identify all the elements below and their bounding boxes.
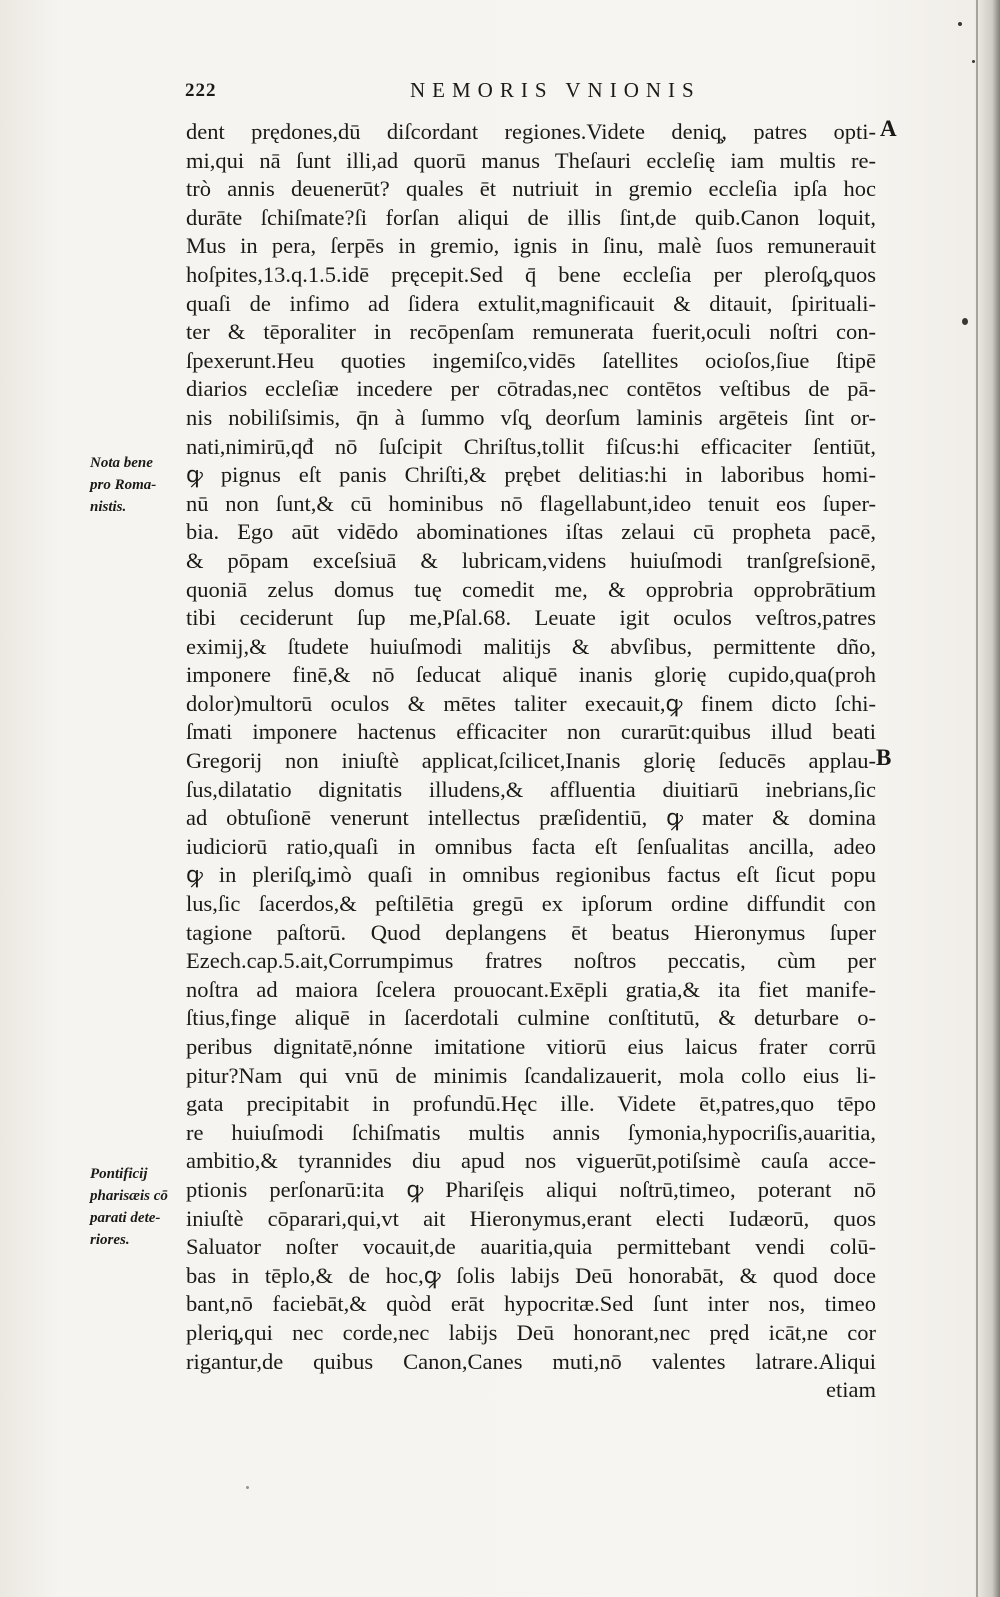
body-text — [186, 118, 876, 1405]
marginal-note — [90, 1163, 182, 1251]
text-line: pitur?Nam qui vnū de minimis ſcandalizauerit, mola collo eius li- — [186, 1062, 876, 1088]
section-marker-b: B — [876, 745, 892, 770]
marginal-note-line: nistis. — [90, 499, 127, 515]
page-header — [185, 80, 785, 106]
ink-speck — [958, 22, 962, 26]
text-line: iniuſtè cōparari,qui,vt ait Hieronymus,erant electi Iudæorū, quos — [186, 1205, 876, 1231]
text-line: pleriq̧,qui nec corde,nec labijs Deū honorant,nec pręd icāt,ne cor — [186, 1319, 876, 1345]
text-line: ſus,dilatatio dignitatis illudens,& affluentia diuitiarū inebrians,ſic — [186, 776, 876, 802]
text-line: nati,nimirū,qđ nō ſuſcipit Chriſtus,tollit fiſcus:hi efficaciter ſentiūt, — [186, 433, 876, 459]
ink-speck — [962, 318, 968, 325]
running-head: NEMORIS VNIONIS — [410, 78, 701, 102]
text-line: dolor)multorū oculos & mētes taliter execauit,ꝙ finem dicto ſchi- — [186, 690, 876, 716]
text-line: & pōpam exceſsiuā & lubricam,videns huiuſmodi tranſgreſsionē, — [186, 547, 876, 573]
text-line: dent prędones,dū diſcordant regiones.Videte deniq̧, patres opti- — [186, 119, 876, 144]
text-line: peribus dignitatē,nónne imitatione vitiorū eius laicus frater corrū — [186, 1034, 876, 1059]
text-line: hoſpites,13.q.1.5.idē pręcepit.Sed q̄ bene eccleſia per pleroſq̧,quos — [186, 261, 876, 287]
text-line: bas in tēplo,& de hoc,ꝙ ſolis labijs Deū honorabāt, & quod doce — [186, 1262, 876, 1288]
text-line: Ezech.cap.5.ait,Corrumpimus fratres noſtros peccatis, cùm per — [186, 948, 876, 974]
text-line: bant,nō faciebāt,& quòd erāt hypocritæ.Sed ſunt inter nos, timeo — [186, 1291, 876, 1317]
text-line: nis nobiliſsimis, q̄n à ſummo vſq̧ deorſum laminis argēteis ſint or- — [186, 404, 876, 430]
text-line: ſmati imponere hactenus efficaciter non curarūt:quibus illud beati — [186, 719, 876, 745]
text-line: gata precipitabit in profundū.Hęc ille. Videte ēt,patres,quo tēpo — [186, 1091, 876, 1117]
text-line: noſtra ad maiora ſcelera prouocant.Exēpli gratia,& ita fiet manife- — [186, 976, 876, 1002]
text-line: trò annis deuenerūt? quales ēt nutriuit in gremio eccleſia ipſa hoc — [186, 176, 876, 202]
text-line: durāte ſchiſmate?ſi forſan aliqui de illis ſint,de quib.Canon loquit, — [186, 204, 876, 230]
text-line: tibi ceciderunt ſup me,Pſal.68. Leuate igit oculos veſtros,patres — [186, 605, 876, 631]
text-line: bia. Ego aūt vidēdo abominationes iſtas zelaui cū propheta pacē, — [186, 519, 876, 545]
text-line: eximij,& ſtudete huiuſmodi malitijs & abvſibus, permittente dño, — [186, 633, 876, 659]
marginal-note — [90, 452, 182, 518]
marginal-note-line: Pontificij — [90, 1166, 148, 1182]
text-line: ptionis perſonarū:ita ꝙ Phariſęis aliqui noſtrū,timeo, poterant nō — [186, 1176, 876, 1202]
page-edge-line — [976, 0, 978, 1597]
marginal-note-line: pharisæis cō — [90, 1188, 168, 1204]
page-number: 222 — [185, 80, 217, 101]
text-line: iudiciorū ratio,quaſi in omnibus facta eſt ſenſualitas ancilla, adeo — [186, 833, 876, 859]
ink-speck — [246, 1486, 249, 1489]
text-line: Mus in pera, ſerpēs in gremio, ignis in ſinu, malè ſuos remunerauit — [186, 233, 876, 259]
text-line: lus,ſic ſacerdos,& peſtilētia gregū ex ipſorum ordine diffundit con — [186, 891, 876, 917]
text-line: nū non ſunt,& cū hominibus nō flagellabunt,ideo tenuit eos ſuper- — [186, 490, 876, 516]
text-line: rigantur,de quibus Canon,Canes muti,nō valentes latrare.Aliqui — [186, 1348, 876, 1374]
marginal-note-line: pro Roma- — [90, 477, 157, 493]
marginal-note-line: parati dete- — [90, 1210, 161, 1226]
text-line: Saluator noſter vocauit,de auaritia,quia permittebant vendi colū- — [186, 1234, 876, 1260]
text-line: ambitio,& tyrannides diu apud nos viguerūt,potiſsimè cauſa acce- — [186, 1148, 876, 1174]
marginal-note-line: Nota bene — [90, 455, 153, 471]
text-line: mi,qui nā ſunt illi,ad quorū manus Theſauri eccleſię iam multis re- — [186, 147, 876, 173]
text-line: ꝙ pignus eſt panis Chriſti,& prębet delitias:hi in laboribus homi- — [186, 462, 876, 488]
text-line: re huiuſmodi ſchiſmatis multis annis ſymonia,hypocriſis,auaritia, — [186, 1119, 876, 1145]
text-line: ſpexerunt.Heu quoties ingemiſco,vidēs ſatellites ocioſos,ſiue ſtipē — [186, 347, 876, 373]
text-line: Gregorij non iniuſtè applicat,ſcilicet,Inanis glorię ſeducēs applau- — [186, 748, 876, 774]
text-line: diarios eccleſiæ incedere per cōtradas,nec contētos veſtibus de pā- — [186, 376, 876, 402]
text-line: ad obtuſionē venerunt intellectus præſidentiū, ꝙ mater & domina — [186, 805, 876, 831]
text-line: quoniā zelus domus tuę comedit me, & opprobria opprobrātium — [186, 576, 876, 602]
text-line: tagione paſtorū. Quod deplangens ēt beatus Hieronymus ſuper — [186, 919, 876, 945]
text-line: ſtius,finge aliquē in ſacerdotali culmine conſtitutū, & deturbare o- — [186, 1005, 876, 1031]
marginal-note-line: riores. — [90, 1232, 130, 1248]
text-line: ꝙ in pleriſq̧,imò quaſi in omnibus regionibus factus eſt ſicut popu — [186, 862, 876, 888]
text-line: quaſi de infimo ad ſidera extulit,magnificauit & ditauit, ſpirituali- — [186, 290, 876, 316]
section-marker-a: A — [880, 116, 897, 141]
catchword: etiam — [826, 1377, 876, 1403]
text-line: imponere finē,& nō ſeducat aliquē inanis glorię cupido,qua(proh — [186, 662, 876, 688]
ink-speck — [972, 60, 975, 63]
text-line: ter & tēporaliter in recōpenſam remunerata fuerit,oculi noſtri con- — [186, 319, 876, 345]
